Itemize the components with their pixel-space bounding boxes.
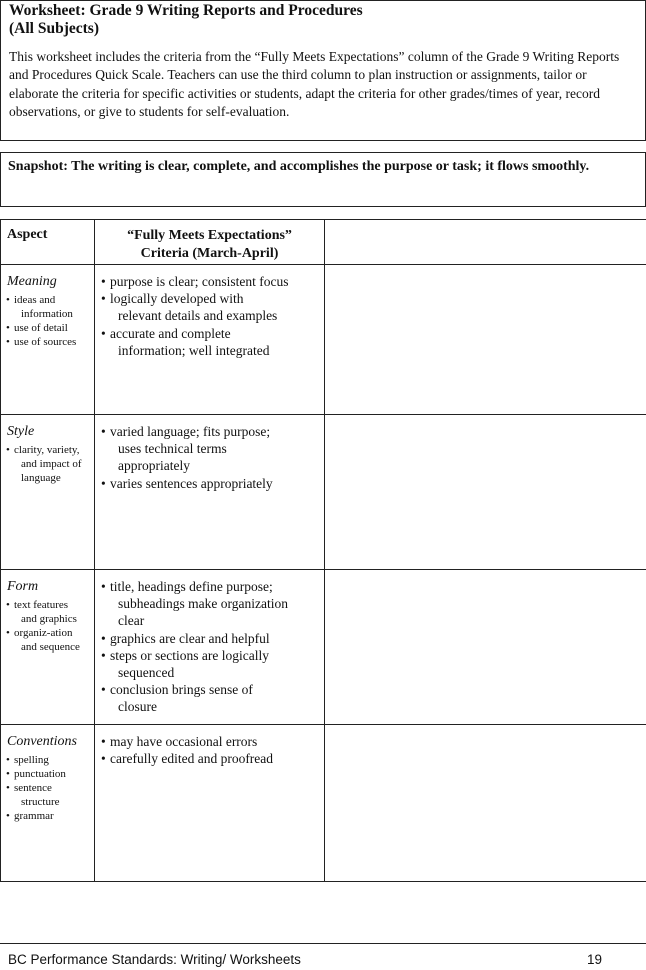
footer-divider [0,943,646,944]
list-item: • purpose is clear; consistent focus [101,274,289,289]
list-item: • use of detail [6,322,68,334]
criteria-cell [95,415,325,570]
notes-column-header [325,220,646,265]
notes-cell [325,570,646,725]
list-item: structure [21,796,60,808]
criteria-header-line1: “Fully Meets Expectations” [127,228,292,243]
criteria-list [95,578,324,716]
aspect-name: Meaning [7,274,57,289]
criteria-header-line2: Criteria (March-April) [140,246,279,261]
aspect-name: Style [7,424,35,439]
aspect-header: Aspect [1,220,95,265]
table-row [1,725,646,882]
aspect-name: Conventions [7,734,77,749]
table-row [1,415,646,570]
aspect-cell [1,415,95,570]
list-item: • steps or sections are logically sequenced [101,647,269,681]
criteria-cell [95,725,325,882]
list-item: and impact of [21,458,82,470]
list-item: • clarity, variety, [6,444,80,456]
worksheet-header [0,0,646,141]
worksheet-subtitle: (All Subjects) [9,20,99,37]
list-item: • varied language; fits purpose; uses technical terms appropriately [101,424,271,474]
criteria-header [95,220,325,265]
aspect-cell [1,570,95,725]
list-item: • spelling [6,754,49,766]
criteria-list [95,733,324,767]
list-item: • organiz-ation [6,627,73,639]
page-number: 19 [586,952,602,967]
snapshot-box [0,152,646,207]
worksheet-title: Worksheet: Grade 9 Writing Reports and Procedures [9,2,363,19]
list-item: • conclusion brings sense of closure [101,682,253,715]
aspect-sublist [1,598,94,654]
aspect-sublist [1,443,94,485]
footer-source: BC Performance Standards: Writing/ Worksheets [8,952,301,967]
criteria-list [95,423,324,492]
list-item: • punctuation [6,768,66,780]
criteria-cell [95,570,325,725]
snapshot-text: Snapshot: The writing is clear, complete, and accomplishes the purpose or task; it flows smoothly. [8,159,590,174]
list-item: • accurate and complete information; well integrated [101,325,270,358]
criteria-table [0,219,646,882]
list-item: • text features [6,599,69,611]
criteria-list [95,273,324,359]
table-row [1,265,646,415]
list-item: and graphics [21,613,77,625]
table-row [1,570,646,725]
aspect-sublist [1,293,94,349]
list-item: • title, headings define purpose; subheadings make organization clear [101,579,288,629]
aspect-cell [1,265,95,415]
list-item: information [21,308,73,320]
notes-cell [325,415,646,570]
list-item: • varies sentences appropriately [101,475,273,491]
list-item: • use of sources [6,336,77,348]
list-item: • ideas and [6,294,56,306]
notes-cell [325,265,646,415]
table-header-row [1,220,646,265]
criteria-cell [95,265,325,415]
aspect-sublist [1,753,94,823]
list-item: • sentence [6,782,52,794]
aspect-name: Form [7,579,39,594]
list-item: language [21,472,61,484]
intro-paragraph: This worksheet includes the criteria from the “Fully Meets Expectations” column of the Grade 9 Writing Reports and Procedures Quick Scale. Teachers can use the third column to plan instruction or assignments, tailor or elaborate the criteria for specific activities or students, adapt the criteria for other grades/times of year, record observations, or give to students for self-evaluation. [9,49,620,120]
list-item: • logically developed with relevant details and examples [101,291,278,324]
list-item: • carefully edited and proofread [101,751,274,767]
aspect-cell [1,725,95,882]
list-item: and sequence [21,641,80,653]
list-item: • may have occasional errors [101,734,258,749]
list-item: • grammar [6,810,54,822]
notes-cell [325,725,646,882]
list-item: • graphics are clear and helpful [101,630,270,646]
